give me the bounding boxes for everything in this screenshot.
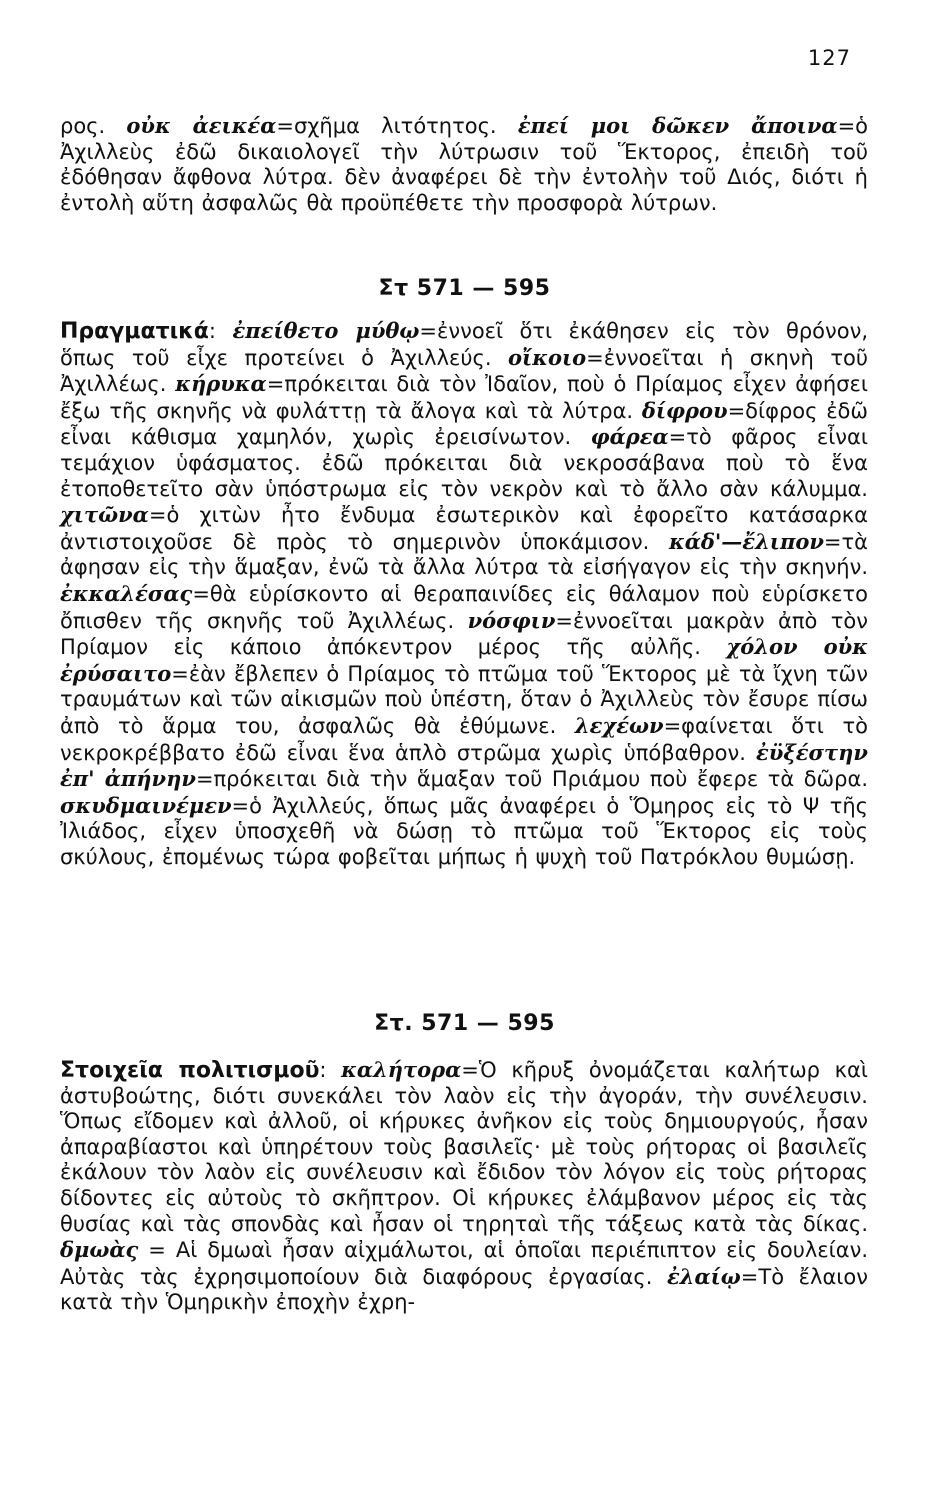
- glossed-term: ἐπεί μοι δῶκεν ἄποινα: [517, 113, 838, 138]
- glossed-term: κάδ'—ἔλιπον: [668, 528, 824, 554]
- paragraph-lead: Πραγματικά: [60, 319, 209, 344]
- glossed-term: ἐπείθετο μύθῳ: [232, 318, 420, 343]
- commentary-text: =Τὸ ἔλαιον κατὰ τὴν Ὁμηρικὴν ἐποχὴν ἐχρη-: [60, 1264, 868, 1315]
- commentary-text: =ἐννοεῖ ὅτι ἐκάθησεν εἰς τὸν θρόνον, ὅπως τοῦ εἶχε προτείνει ὁ Ἀχιλλεύς.: [60, 319, 868, 370]
- glossed-term: καλήτορα: [341, 1057, 462, 1082]
- commentary-text: =ἐννοεῖται ἡ σκηνὴ τοῦ Ἀχιλλέως.: [60, 345, 869, 397]
- commentary-text: =ἐὰν ἔβλεπεν ὁ Πρίαμος τὸ πτῶμα τοῦ Ἕκτορος μὲ τὰ ἴχνη τῶν τραυμάτων καὶ τῶν αἰκισμῶν ποὺ ὑπέστη, ὅταν ὁ Ἀχιλλεὺς τὸν ἔσυρε πίσω ἀπὸ τὸ ἅρμα του, ἀσφαλῶς θὰ ἐθύμωνε.: [60, 661, 868, 738]
- glossed-term: σκυδμαινέμεν: [60, 792, 232, 818]
- commentary-text: =τὰ ἀφησαν εἰς τὴν ἅμαξαν, ἐνῶ τὰ ἄλλα λύτρα τὰ εἰσήγαγον εἰς τὴν σκηνήν.: [60, 529, 868, 580]
- glossed-term: δμωὰς: [60, 1237, 139, 1263]
- paragraph: [60, 1057, 868, 1316]
- paragraph: [60, 318, 868, 870]
- commentary-text: =σχῆμα λιτότητος.: [276, 114, 518, 138]
- commentary-text: =δίφρος ἐδῶ εἶναι κάθισμα χαμηλόν, χωρὶς ἐρεισίνωτον.: [60, 398, 868, 450]
- commentary-text: :: [319, 1058, 342, 1082]
- commentary-text: =πρόκειται διὰ τὸν Ἰδαῖον, ποὺ ὁ Πρίαμος εἶχεν ἀφήσει ἔξω τῆς σκηνῆς νὰ φυλάττῃ τὰ ἄλογα καὶ τὰ λύτρα.: [60, 372, 869, 423]
- commentary-text: =ὁ Ἀχιλλεύς, ὅπως μᾶς ἀναφέρει ὁ Ὅμηρος εἰς τὸ Ψ τῆς Ἰλιάδος, εἶχεν ὑποσχεθῆ νὰ δώσῃ τὸ πτῶμα τοῦ Ἕκτορος εἰς τοὺς σκύλους, ἐπομένως τώρα φοβεῖται μήπως ἡ ψυχὴ τοῦ Πατρόκλου θυμώσῃ.: [60, 793, 868, 869]
- commentary-text: =Ὁ κῆρυξ ὀνομάζεται καλήτωρ καὶ ἀστυβοώτης, διότι συνεκάλει τὸν λαὸν εἰς τὴν ἀγοράν, τὴν συνέλευσιν. Ὅπως εἴδομεν καὶ ἀλλοῦ, οἱ κήρυκες ἀνῆκον εἰς τοὺς δημιουργούς, ἦσαν ἀπαραβίαστοι καὶ ὑπηρέτουν τοὺς βασιλεῖς· μὲ τοὺς ρήτορας οἱ βασιλεῖς ἐκάλουν τὸν λαὸν εἰς συνέλευσιν καὶ ἔδιδον τὸν λόγον εἰς τοὺς ρήτορας δίδοντες εἰς αὐτοὺς τὸ σκῆπτρον. Οἱ κήρυκες ἐλάμβανον μέρος εἰς τὰς θυσίας καὶ τὰς σπονδὰς καὶ ἦσαν οἱ τηρηταὶ τῆς τάξεως κατὰ τὰς δίκας.: [60, 1058, 868, 1236]
- commentary-text: ρος.: [60, 114, 127, 138]
- glossed-term: χιτῶνα: [60, 502, 149, 528]
- section-heading-1: Στ 571 — 595: [378, 276, 551, 301]
- glossed-term: ἐϋξέστην ἐπ' ἀπήνην: [60, 739, 868, 792]
- commentary-text: =ὁ χιτὼν ἦτο ἔνδυμα ἐσωτερικὸν καὶ ἐφορεῖτο κατάσαρκα ἀντιστοιχοῦσε δὲ πρὸς τὸ σημερινὸν ὑποκάμισον.: [60, 503, 868, 554]
- text-block-realia: [60, 318, 868, 870]
- glossed-term: ἐκκαλέσας: [60, 580, 193, 606]
- commentary-text: =τὸ φᾶρος εἶναι τεμάχιον ὑφάσματος. ἐδῶ πρόκειται διὰ νεκροσάβανα ποὺ τὸ ἕνα ἐτοποθετεῖτο σὰν ὑπόστρωμα εἰς τὸν νεκρὸν καὶ τὸ ἄλλο σὰν κάλυμμα.: [60, 425, 868, 501]
- glossed-term: λεχέων: [574, 712, 664, 738]
- glossed-term: νόσφιν: [467, 607, 556, 633]
- text-block-culture: [60, 1057, 868, 1316]
- commentary-text: =πρόκειται διὰ τὴν ἅμαξαν τοῦ Πριάμου ποὺ ἔφερε τὰ δῶρα.: [195, 767, 868, 792]
- glossed-term: ἐλαίῳ: [666, 1263, 741, 1289]
- glossed-term: οἴκοιο: [508, 344, 587, 370]
- commentary-text: =φαίνεται ὅτι τὸ νεκροκρέββατο ἐδῶ εἶναι ἕνα ἁπλὸ στρῶμα χωρὶς ὑπόβαθρον.: [60, 713, 868, 765]
- commentary-text: =θὰ εὑρίσκοντο αἱ θεραπαινίδες εἰς θάλαμον ποὺ εὑρίσκετο ὄπισθεν τῆς σκηνῆς τοῦ Ἀχιλλέως.: [60, 581, 868, 633]
- section-heading-2: Στ. 571 — 595: [374, 1011, 555, 1036]
- glossed-term: κήρυκα: [175, 371, 267, 397]
- glossed-term: δίφρου: [641, 397, 728, 423]
- glossed-term: φάρεα: [590, 424, 669, 450]
- glossed-term: οὐκ ἀεικέα: [126, 113, 277, 138]
- commentary-text: =ἐννοεῖται μακρὰν ἀπὸ τὸν Πρίαμον εἰς κάποιο ἀπόκεντρον μέρος τῆς αὐλῆς.: [60, 608, 869, 660]
- commentary-text: = Αἱ δμωαὶ ἦσαν αἰχμάλωτοι, αἱ ὁποῖαι περιέπιπτον εἰς δουλείαν. Αὐτὰς τὰς ἐχρησιμοποίουν διὰ διαφόρους ἐργασίας.: [60, 1238, 868, 1289]
- commentary-text: =ὁ Ἀχιλλεὺς ἐδῶ δικαιολογεῖ τὴν λύτρωσιν τοῦ Ἕκτορος, ἐπειδὴ τοῦ ἐδόθησαν ἄφθονα λύτρα. δὲν ἀναφέρει δὲ τὴν ἐντολὴν τοῦ Διός, διότι ἡ ἐντολὴ αὕτη ἀσφαλῶς θὰ προϋπέθετε τὴν προσφορὰ λύτρων.: [60, 114, 869, 215]
- glossed-term: χόλον οὐκ ἐρύσαιτο: [60, 634, 868, 686]
- paragraph: [60, 113, 868, 216]
- text-block-intro: [60, 113, 868, 216]
- page-number: 127: [807, 46, 851, 70]
- paragraph-lead: Στοιχεῖα πολιτισμοῦ: [60, 1058, 320, 1083]
- commentary-text: :: [208, 319, 233, 343]
